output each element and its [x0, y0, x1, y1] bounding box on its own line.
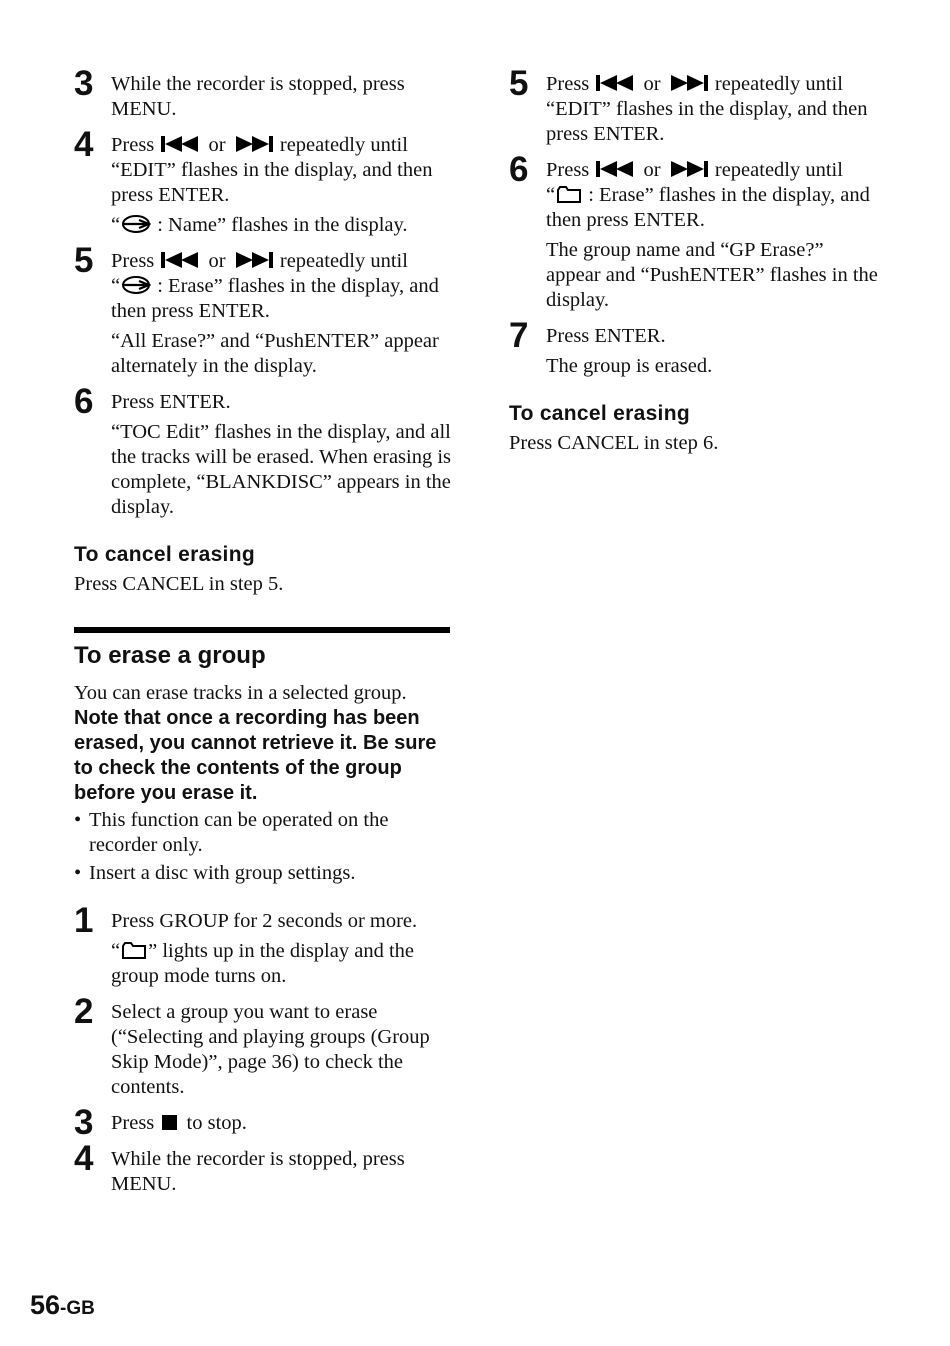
group-step-4 — [74, 1139, 452, 1197]
step-subtext: “All Erase?” and “PushENTER” appear alternately in the display. — [111, 330, 439, 377]
step-text-line2: : Erase” flashes in the display, and then press ENTER. — [546, 184, 870, 231]
step-number: 5 — [509, 64, 529, 103]
group-step-6 — [509, 150, 881, 313]
step-text-rest: repeatedly until — [279, 250, 408, 272]
group-step-5 — [509, 64, 881, 147]
step-subtext: “TOC Edit” flashes in the display, and all the tracks will be erased. When erasing is complete, “BLANKDISC” appears in the display. — [111, 421, 452, 518]
step-number: 3 — [74, 64, 94, 103]
cancel-erasing-text: Press CANCEL in step 5. — [74, 573, 284, 595]
step-text-rest: repeatedly until “EDIT” flashes in the display, and then press ENTER. — [111, 134, 433, 206]
press-label: Press — [111, 134, 155, 156]
previous-track-icon — [161, 251, 201, 269]
or-label: or — [643, 73, 661, 95]
step-3-stop — [74, 64, 452, 122]
intro-text: You can erase tracks in a selected group. — [74, 682, 407, 704]
page-number — [30, 1290, 95, 1321]
section-divider — [74, 627, 450, 633]
step-text — [546, 72, 881, 147]
stop-icon — [162, 1115, 177, 1130]
step-text — [111, 1111, 452, 1136]
step-subtext: The group is erased. — [546, 355, 713, 377]
step-text-rest: to stop. — [186, 1112, 247, 1134]
next-track-icon — [233, 135, 273, 153]
step-text: Press GROUP for 2 seconds or more. — [111, 910, 418, 932]
step-number: 2 — [74, 992, 94, 1031]
press-label: Press — [111, 1112, 155, 1134]
step-text: Press ENTER. — [111, 391, 231, 413]
right-column — [509, 64, 881, 456]
next-track-icon — [668, 74, 708, 92]
section-title: To erase a group — [74, 642, 266, 669]
step-text: While the recorder is stopped, press MENU. — [111, 73, 405, 120]
cancel-erasing-heading: To cancel erasing — [74, 543, 255, 566]
step-6-enter — [74, 382, 452, 520]
next-track-icon — [233, 251, 273, 269]
previous-track-icon — [596, 74, 636, 92]
step-subtext — [111, 213, 452, 238]
previous-track-icon — [596, 160, 636, 178]
page-number-value: 56 — [30, 1290, 61, 1320]
page-number-suffix: -GB — [60, 1298, 95, 1319]
step-text — [111, 133, 452, 208]
or-label: or — [208, 134, 226, 156]
step-subtext-rest: : Name” flashes in the display. — [157, 214, 408, 236]
step-text-rest: repeatedly until — [714, 159, 843, 181]
cancel-erasing-heading: To cancel erasing — [509, 402, 690, 425]
list-item: • Insert a disc with group settings. — [74, 861, 452, 886]
group-step-3 — [74, 1103, 452, 1142]
step-text — [111, 249, 452, 324]
step-number: 1 — [74, 901, 94, 940]
step-subtext-rest: ” lights up in the display and the group mode turns on. — [111, 940, 414, 987]
open-quote: “ — [546, 184, 556, 206]
step-number: 7 — [509, 316, 529, 355]
step-number: 6 — [74, 382, 94, 421]
or-label: or — [643, 159, 661, 181]
next-track-icon — [668, 160, 708, 178]
folder-icon — [121, 940, 147, 960]
disc-icon — [121, 214, 151, 234]
open-quote: “ — [111, 275, 121, 297]
step-number: 3 — [74, 1103, 94, 1142]
folder-icon — [556, 184, 582, 204]
left-column — [74, 64, 452, 1208]
step-text: Select a group you want to erase (“Selecting and playing groups (Group Skip Mode)”, page 36) to check the contents. — [111, 1001, 430, 1098]
step-subtext — [111, 939, 452, 989]
or-label: or — [208, 250, 226, 272]
step-number: 5 — [74, 241, 94, 280]
step-number: 4 — [74, 1139, 94, 1178]
step-text: Press ENTER. — [546, 325, 666, 347]
step-text: While the recorder is stopped, press MENU. — [111, 1148, 405, 1195]
step-subtext: The group name and “GP Erase?” appear and “PushENTER” flashes in the display. — [546, 239, 878, 311]
group-step-2 — [74, 992, 452, 1100]
press-label: Press — [546, 159, 590, 181]
list-item: • This function can be operated on the recorder only. — [74, 808, 452, 858]
step-text-line2: : Erase” flashes in the display, and then press ENTER. — [111, 275, 439, 322]
group-step-1 — [74, 901, 452, 989]
press-label: Press — [546, 73, 590, 95]
disc-icon — [121, 275, 151, 295]
step-number: 4 — [74, 125, 94, 164]
step-4-edit — [74, 125, 452, 238]
cancel-erasing-block — [74, 542, 452, 597]
previous-track-icon — [161, 135, 201, 153]
step-number: 6 — [509, 150, 529, 189]
warning-text: Note that once a recording has been erased, you cannot retrieve it. Be sure to check the contents of the group before you erase it. — [74, 707, 437, 804]
group-step-7 — [509, 316, 881, 379]
press-label: Press — [111, 250, 155, 272]
cancel-erasing-text: Press CANCEL in step 6. — [509, 432, 719, 454]
step-text-rest: repeatedly until “EDIT” flashes in the display, and then press ENTER. — [546, 73, 868, 145]
open-quote: “ — [111, 214, 121, 236]
step-text — [546, 158, 881, 233]
cancel-erasing-block — [509, 401, 881, 456]
step-5-erase — [74, 241, 452, 379]
open-quote: “ — [111, 940, 121, 962]
